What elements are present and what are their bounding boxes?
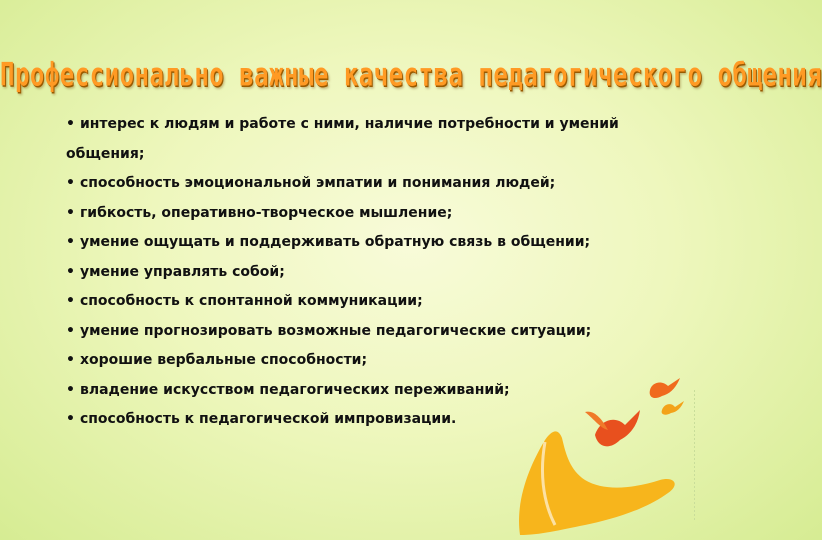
list-item-text: умение ощущать и поддерживать обратную связь в общении; xyxy=(79,234,591,250)
list-item-text: хорошие вербальные способности; xyxy=(79,352,368,368)
bullet: • xyxy=(66,116,75,132)
bird-icon xyxy=(650,378,680,398)
divider xyxy=(694,390,695,520)
list-item xyxy=(66,228,636,258)
bullet: • xyxy=(66,175,75,191)
list-item-text: владение искусством педагогических переживаний; xyxy=(79,381,510,398)
list-item xyxy=(66,287,636,317)
list-item xyxy=(66,110,636,169)
bullet: • xyxy=(66,352,75,368)
hand-icon xyxy=(519,431,675,535)
hand-with-birds-decoration xyxy=(500,360,720,540)
bullet: • xyxy=(66,381,75,398)
list-item xyxy=(66,199,636,229)
list-item-text: умение прогнозировать возможные педагогические ситуации; xyxy=(79,322,592,339)
slide-title: Профессионально важные качества педагогического общения xyxy=(0,56,822,94)
bird-icon xyxy=(585,410,640,446)
bullet: • xyxy=(66,411,75,427)
bird-icon xyxy=(662,401,684,415)
list-item-text: гибкость, оперативно-творческое мышление; xyxy=(79,204,453,221)
bullet: • xyxy=(66,293,75,309)
list-item xyxy=(66,169,636,199)
bullet: • xyxy=(66,263,75,280)
list-item-text: способность к педагогической импровизации. xyxy=(79,411,457,427)
list-item-text: умение управлять собой; xyxy=(79,263,285,280)
bullet: • xyxy=(66,234,75,250)
list-item-text: способность эмоциональной эмпатии и понимания людей; xyxy=(79,175,556,191)
list-item xyxy=(66,317,636,347)
bullet: • xyxy=(66,204,75,221)
list-item-text: интерес к людям и работе с ними, наличие потребности и умений общения; xyxy=(66,116,619,162)
list-item xyxy=(66,258,636,288)
bullet: • xyxy=(66,322,75,339)
list-item-text: способность к спонтанной коммуникации; xyxy=(79,293,423,309)
